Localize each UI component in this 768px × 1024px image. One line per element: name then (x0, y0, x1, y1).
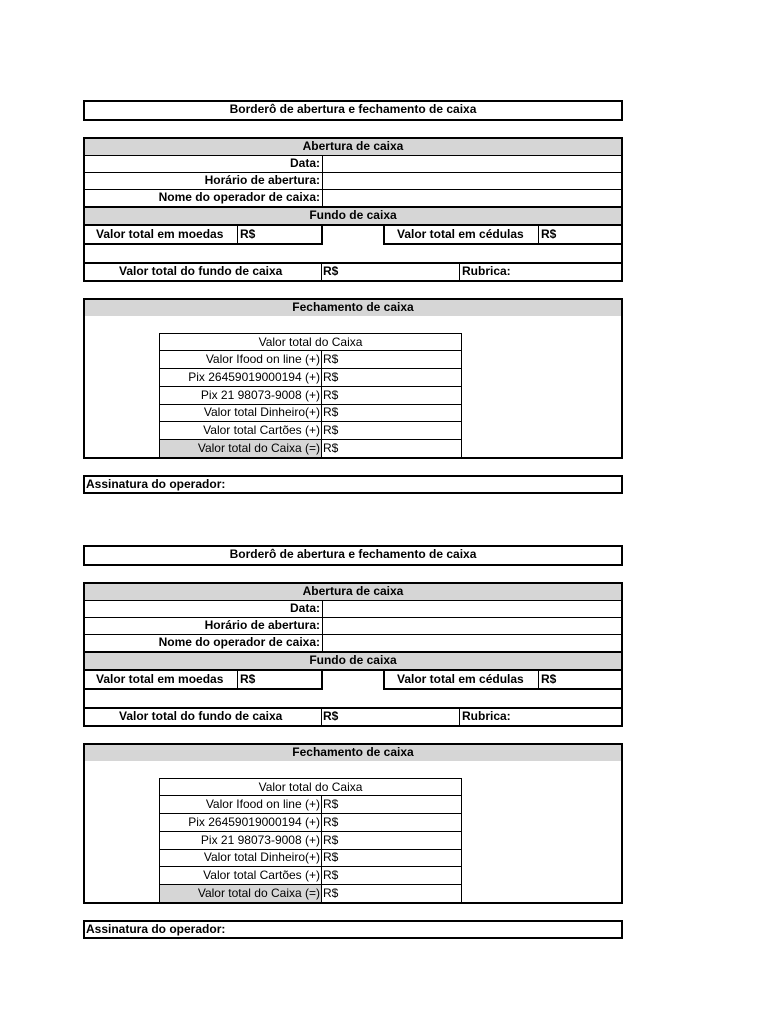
caixa-total-value[interactable]: R$ (323, 441, 339, 455)
caixa-row-label: Valor Ifood on line (+) (205, 352, 320, 366)
caixa-row-label: Pix 21 98073-9008 (+) (200, 388, 320, 402)
fechamento-header-label: Fechamento de caixa (292, 745, 414, 759)
cash-form-2 (0, 445, 768, 936)
cedulas-label: Valor total em cédulas (397, 672, 524, 686)
fechamento-header-label: Fechamento de caixa (292, 300, 414, 314)
fundo-header-label: Fundo de caixa (309, 208, 397, 222)
form-title: Borderô de abertura e fechamento de caixa (229, 547, 477, 561)
moedas-value[interactable]: R$ (240, 227, 256, 241)
form-title: Borderô de abertura e fechamento de caixa (229, 102, 477, 116)
cedulas-value[interactable]: R$ (541, 672, 557, 686)
fundo-total-value[interactable]: R$ (323, 264, 339, 278)
caixa-total-value[interactable]: R$ (323, 886, 339, 900)
horario-label: Horário de abertura: (204, 173, 320, 187)
assinatura-label: Assinatura do operador: (86, 477, 226, 491)
data-label: Data: (289, 156, 320, 170)
fundo-total-label: Valor total do fundo de caixa (119, 709, 283, 723)
caixa-row-label: Pix 21 98073-9008 (+) (200, 833, 320, 847)
caixa-row-value[interactable]: R$ (323, 388, 339, 402)
caixa-total-label: Valor total do Caixa (=) (197, 441, 320, 455)
assinatura-label: Assinatura do operador: (86, 922, 226, 936)
caixa-row-value[interactable]: R$ (323, 352, 339, 366)
cedulas-label: Valor total em cédulas (397, 227, 524, 241)
caixa-row-label: Pix 26459019000194 (+) (188, 370, 320, 384)
abertura-header-label: Abertura de caixa (302, 584, 404, 598)
data-label: Data: (289, 601, 320, 615)
caixa-row-value[interactable]: R$ (323, 850, 339, 864)
moedas-label: Valor total em moedas (96, 227, 224, 241)
caixa-row-value[interactable]: R$ (323, 370, 339, 384)
caixa-row-label: Valor Ifood on line (+) (205, 797, 320, 811)
caixa-row-label: Valor total Cartões (+) (203, 423, 320, 437)
rubrica-label: Rubrica: (462, 264, 511, 278)
caixa-row-label: Valor total Dinheiro(+) (203, 405, 320, 419)
horario-label: Horário de abertura: (204, 618, 320, 632)
rubrica-label: Rubrica: (462, 709, 511, 723)
fundo-header-label: Fundo de caixa (309, 653, 397, 667)
caixa-row-value[interactable]: R$ (323, 797, 339, 811)
caixa-row-value[interactable]: R$ (323, 423, 339, 437)
caixa-table-header-label: Valor total do Caixa (258, 335, 363, 349)
caixa-row-value[interactable]: R$ (323, 868, 339, 882)
fundo-total-label: Valor total do fundo de caixa (119, 264, 283, 278)
caixa-row-value[interactable]: R$ (323, 405, 339, 419)
caixa-table-header-label: Valor total do Caixa (258, 780, 363, 794)
operador-label: Nome do operador de caixa: (158, 635, 320, 649)
caixa-row-value[interactable]: R$ (323, 833, 339, 847)
cash-form-1 (0, 0, 768, 491)
operador-label: Nome do operador de caixa: (158, 190, 320, 204)
cedulas-value[interactable]: R$ (541, 227, 557, 241)
moedas-label: Valor total em moedas (96, 672, 224, 686)
caixa-row-value[interactable]: R$ (323, 815, 339, 829)
abertura-header-label: Abertura de caixa (302, 139, 404, 153)
caixa-total-label: Valor total do Caixa (=) (197, 886, 320, 900)
caixa-row-label: Valor total Cartões (+) (203, 868, 320, 882)
caixa-row-label: Pix 26459019000194 (+) (188, 815, 320, 829)
moedas-value[interactable]: R$ (240, 672, 256, 686)
fundo-total-value[interactable]: R$ (323, 709, 339, 723)
caixa-row-label: Valor total Dinheiro(+) (203, 850, 320, 864)
